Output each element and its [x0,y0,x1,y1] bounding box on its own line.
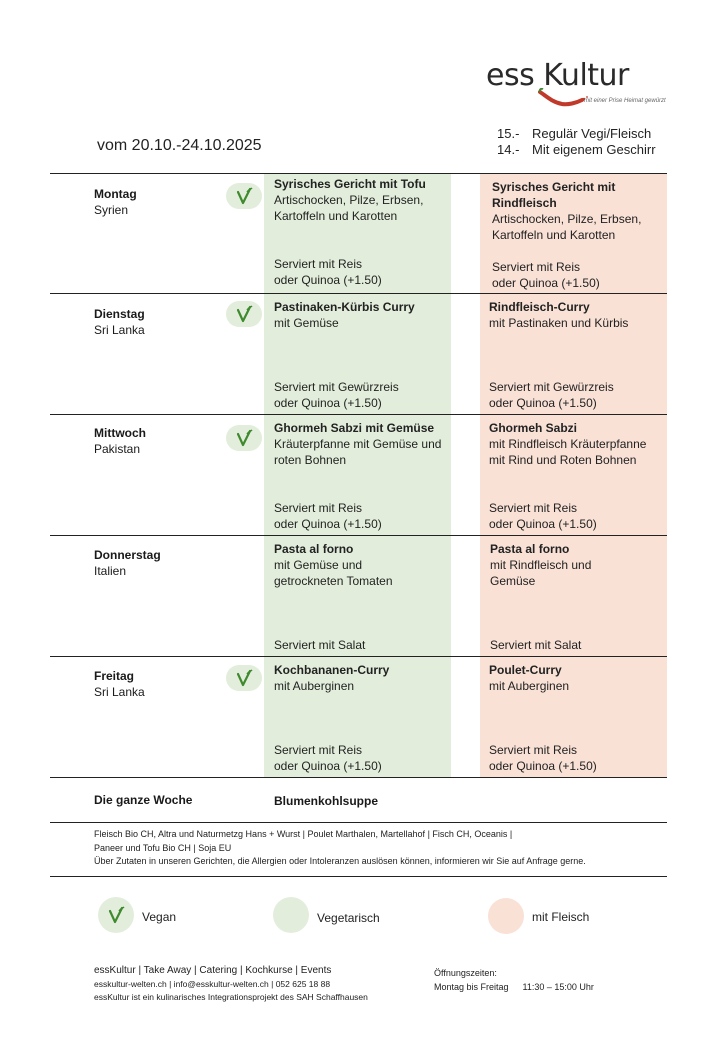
footer-services: essKultur | Take Away | Catering | Kochkurse | Events [94,965,332,976]
footer-info [94,964,368,1005]
legend-meat-label: mit Fleisch [532,910,590,924]
day-country: Italien [94,564,127,578]
esskultur-logo [486,58,696,110]
veg-dish-wednesday [274,420,454,468]
footer-about: essKultur ist ein kulinarisches Integrationsprojekt des SAH Schaffhausen [94,992,368,1002]
dish-description: mit Rindfleisch Kräuterpfanne mit Rind und Roten Bohnen [489,437,647,467]
divider [50,293,667,294]
date-range: vom 20.10.-24.10.2025 [97,137,262,154]
divider [50,777,667,778]
vegan-icon [235,186,253,206]
vegan-badge [226,301,262,327]
divider [50,414,667,415]
dish-description: Kräuterpfanne mit Gemüse und roten Bohnen [274,437,442,467]
divider [50,822,667,823]
dish-description: mit Pastinaken und Kürbis [489,316,629,330]
veg-dish-monday [274,176,454,224]
logo-wordmark: ess Kultur [486,58,629,93]
legend-vegetarian-label: Vegetarisch [317,911,380,925]
served-with: Serviert mit Reis [274,743,363,757]
served-option: oder Quinoa (+1.50) [274,273,382,287]
price-value: 15.- [497,126,520,141]
dish-description: mit Gemüse [274,316,339,330]
meat-served-wednesday [489,500,669,532]
dish-description: mit Rindfleisch und Gemüse [490,558,592,588]
day-name: Donnerstag [94,548,161,562]
vegan-icon [235,304,253,324]
day-name: Freitag [94,669,135,683]
divider [50,876,667,877]
dish-title: Ghormeh Sabzi [489,421,578,435]
veg-served-thursday [274,637,454,653]
divider [50,535,667,536]
divider [50,656,667,657]
day-country: Sri Lanka [94,685,145,699]
price-label: Regulär Vegi/Fleisch [532,126,652,141]
meat-dish-wednesday [489,420,649,468]
served-option: oder Quinoa (+1.50) [489,396,597,410]
served-option: oder Quinoa (+1.50) [274,517,382,531]
meat-served-monday [492,259,672,291]
hours-label: Öffnungszeiten: [434,968,497,978]
price-value: 14.- [497,142,520,157]
dish-title: Pasta al forno [274,542,354,556]
vegan-badge [226,665,262,691]
legend-meat-circle [488,898,524,934]
opening-hours [434,966,594,994]
served-with: Serviert mit Gewürzreis [489,380,614,394]
price-list [497,126,656,158]
day-name: Mittwoch [94,426,146,440]
price-label: Mit eigenem Geschirr [532,142,656,157]
day-name: Montag [94,187,137,201]
veg-dish-tuesday [274,299,454,331]
meat-served-thursday [490,637,670,653]
veg-dish-friday [274,662,454,694]
served-option: oder Quinoa (+1.50) [489,759,597,773]
served-with: Serviert mit Reis [274,257,363,271]
served-with: Serviert mit Reis [489,743,578,757]
vegan-icon [107,905,125,925]
veg-served-friday [274,742,454,774]
day-country: Pakistan [94,442,141,456]
day-label-monday [94,186,137,218]
day-country: Syrien [94,203,129,217]
vegan-icon [235,428,253,448]
veg-served-monday [274,256,454,288]
price-row [497,126,656,142]
veg-served-wednesday [274,500,454,532]
dish-title: Rindfleisch-Curry [489,300,590,314]
price-row [497,142,656,158]
sources-line: Fleisch Bio CH, Altra und Naturmetzg Hans + Wurst | Poulet Marthalen, Martellahof | Fisch CH, Oceanis | [94,829,513,839]
served-with: Serviert mit Reis [489,501,578,515]
served-with: Serviert mit Reis [492,260,581,274]
dish-description: Artischocken, Pilze, Erbsen, Kartoffeln und Karotten [274,193,424,223]
dish-title: Poulet-Curry [489,663,562,677]
dish-title: Kochbananen-Curry [274,663,390,677]
dish-title: Pastinaken-Kürbis Curry [274,300,415,314]
legend-vegan-label: Vegan [142,910,177,924]
week-dish: Blumenkohlsuppe [274,794,379,808]
served-with: Serviert mit Reis [274,501,363,515]
day-label-thursday [94,547,161,579]
legend-vegan-circle [98,897,134,933]
dish-title: Pasta al forno [490,542,570,556]
hours-time: 11:30 – 15:00 Uhr [522,982,594,992]
served-with: Serviert mit Salat [490,638,582,652]
hours-row [434,980,594,994]
dish-title: Syrisches Gericht mit Rindfleisch [492,180,616,210]
legend-vegetarian-circle [273,897,309,933]
dish-title: Syrisches Gericht mit Tofu [274,177,426,191]
dish-description: mit Gemüse und getrockneten Tomaten [274,558,393,588]
dish-description: mit Auberginen [274,679,355,693]
meat-dish-monday [492,179,662,243]
day-label-tuesday [94,306,145,338]
day-label-friday [94,668,145,700]
dish-title: Ghormeh Sabzi mit Gemüse [274,421,435,435]
meat-dish-thursday [490,541,600,589]
day-name: Dienstag [94,307,145,321]
meat-served-friday [489,742,669,774]
served-option: oder Quinoa (+1.50) [489,517,597,531]
veg-served-tuesday [274,379,454,411]
served-with: Serviert mit Gewürzreis [274,380,399,394]
dish-description: mit Auberginen [489,679,570,693]
chili-icon [538,88,588,110]
veg-dish-thursday [274,541,434,589]
logo-tagline: mit einer Prise Heimat gewürzt [584,98,666,104]
served-with: Serviert mit Salat [274,638,366,652]
day-label-wednesday [94,425,146,457]
meat-served-tuesday [489,379,669,411]
vegan-badge [226,425,262,451]
divider [50,173,667,174]
vegan-icon [235,668,253,688]
hours-days: Montag bis Freitag [434,982,509,992]
sources-line: Paneer und Tofu Bio CH | Soja EU [94,842,232,853]
footer-contact: esskultur-welten.ch | info@esskultur-welten.ch | 052 625 18 88 [94,978,331,989]
meat-dish-friday [489,662,669,694]
served-option: oder Quinoa (+1.50) [492,276,600,290]
week-label: Die ganze Woche [94,793,193,807]
served-option: oder Quinoa (+1.50) [274,396,382,410]
allergy-note: Über Zutaten in unseren Gerichten, die Allergien oder Intoleranzen auslösen können, informieren wir Sie auf Anfrage gerne. [94,856,586,866]
vegan-badge [226,183,262,209]
dish-description: Artischocken, Pilze, Erbsen, Kartoffeln und Karotten [492,212,642,242]
day-country: Sri Lanka [94,323,145,337]
served-option: oder Quinoa (+1.50) [274,759,382,773]
meat-dish-tuesday [489,299,669,331]
sources-note [94,828,664,869]
